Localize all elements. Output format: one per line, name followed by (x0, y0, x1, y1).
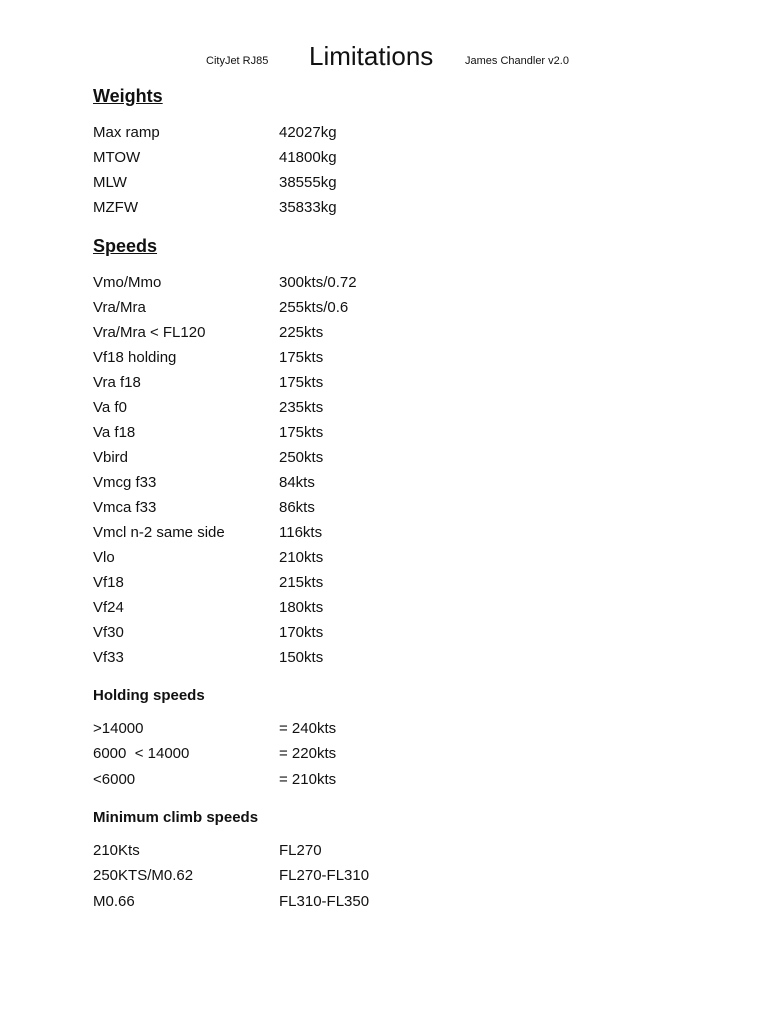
row-value: 84kts (279, 474, 315, 491)
holding-row (93, 771, 593, 793)
row-label: Vlo (93, 549, 115, 566)
row-value: 225kts (279, 324, 324, 341)
row-label: <6000 (93, 771, 136, 788)
weights-heading: Weights (93, 86, 163, 106)
row-value: FL310-FL350 (279, 893, 370, 910)
row-label: MLW (93, 174, 127, 191)
climb-row (93, 893, 593, 915)
weights-row (93, 124, 593, 146)
row-value: 210kts (279, 549, 324, 566)
row-label: 210Kts (93, 842, 140, 859)
row-label: Max ramp (93, 124, 160, 141)
row-label: Vmo/Mmo (93, 274, 162, 291)
speeds-row (93, 424, 593, 446)
page-header (0, 40, 768, 80)
row-value: 180kts (279, 599, 324, 616)
row-value: 250kts (279, 449, 324, 466)
speeds-heading: Speeds (93, 236, 158, 256)
aircraft-label: CityJet RJ85 (206, 55, 269, 67)
speeds-row (93, 399, 593, 421)
holding-row (93, 720, 593, 742)
row-label: Vmcg f33 (93, 474, 157, 491)
row-label: Vra/Mra (93, 299, 146, 316)
row-value: 86kts (279, 499, 315, 516)
row-value: 170kts (279, 624, 324, 641)
speeds-row (93, 349, 593, 371)
speeds-row (93, 449, 593, 471)
row-value: 175kts (279, 349, 324, 366)
row-value: 215kts (279, 574, 324, 591)
speeds-row (93, 599, 593, 621)
climb-row (93, 867, 593, 889)
speeds-row (93, 299, 593, 321)
row-label: Vf18 holding (93, 349, 177, 366)
row-value: = 220kts (279, 745, 337, 762)
climb-row (93, 842, 593, 864)
holding-speeds-heading: Holding speeds (93, 687, 205, 704)
speeds-row (93, 649, 593, 671)
row-value: 35833kg (279, 199, 337, 216)
author-version-label: James Chandler v2.0 (465, 55, 569, 67)
row-label: Vf24 (93, 599, 124, 616)
row-label: Vmcl n-2 same side (93, 524, 225, 541)
row-label: Vf33 (93, 649, 124, 666)
speeds-row (93, 474, 593, 496)
page-title: Limitations (309, 41, 434, 71)
speeds-row (93, 574, 593, 596)
row-value: FL270-FL310 (279, 867, 370, 884)
row-value: = 240kts (279, 720, 337, 737)
row-value: 150kts (279, 649, 324, 666)
row-value: = 210kts (279, 771, 337, 788)
row-value: 41800kg (279, 149, 337, 166)
speeds-row (93, 524, 593, 546)
row-label: MTOW (93, 149, 141, 166)
row-label: Vf30 (93, 624, 124, 641)
row-label: Vf18 (93, 574, 124, 591)
weights-row (93, 174, 593, 196)
row-label: Vbird (93, 449, 129, 466)
holding-row (93, 745, 593, 767)
row-value: 175kts (279, 424, 324, 441)
row-value: FL270 (279, 842, 322, 859)
row-value: 235kts (279, 399, 324, 416)
row-label: Vra/Mra < FL120 (93, 324, 206, 341)
row-label: 250KTS/M0.62 (93, 867, 194, 884)
row-label: 6000 < 14000 (93, 745, 190, 762)
row-label: M0.66 (93, 893, 135, 910)
row-label: MZFW (93, 199, 138, 216)
weights-row (93, 149, 593, 171)
row-value: 116kts (279, 524, 323, 541)
speeds-row (93, 374, 593, 396)
speeds-row (93, 549, 593, 571)
weights-row (93, 199, 593, 221)
row-value: 42027kg (279, 124, 337, 141)
row-value: 255kts/0.6 (279, 299, 349, 316)
speeds-row (93, 324, 593, 346)
row-label: Vmca f33 (93, 499, 157, 516)
row-label: Va f18 (93, 424, 136, 441)
row-value: 175kts (279, 374, 324, 391)
speeds-row (93, 274, 593, 296)
row-value: 300kts/0.72 (279, 274, 357, 291)
row-value: 38555kg (279, 174, 337, 191)
speeds-row (93, 499, 593, 521)
row-label: Va f0 (93, 399, 127, 416)
row-label: >14000 (93, 720, 144, 737)
row-label: Vra f18 (93, 374, 141, 391)
minimum-climb-speeds-heading: Minimum climb speeds (93, 809, 259, 826)
speeds-row (93, 624, 593, 646)
